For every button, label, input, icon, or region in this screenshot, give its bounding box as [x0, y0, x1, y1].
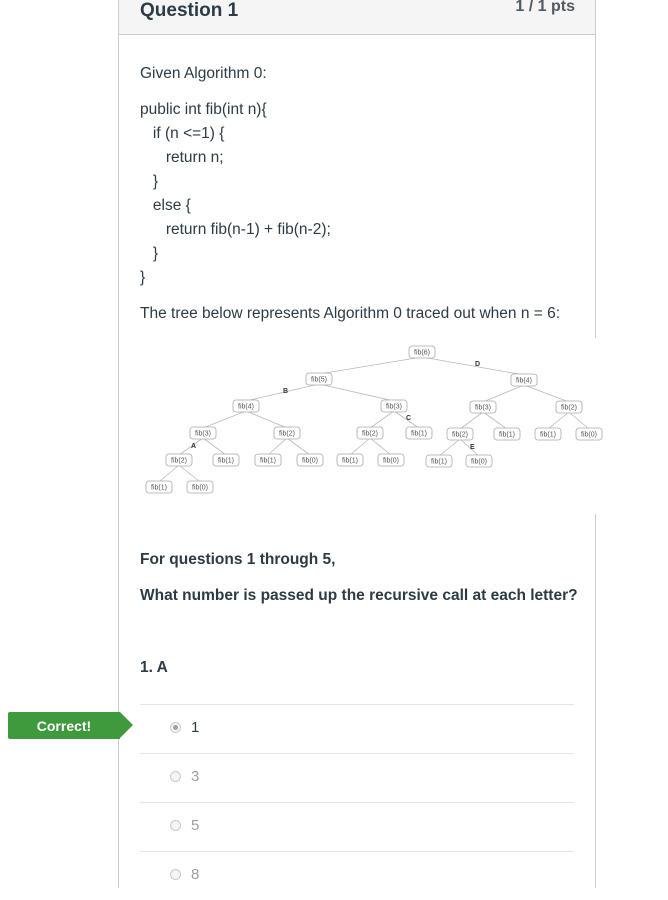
tree-node [494, 428, 520, 440]
code-line: } [140, 269, 146, 286]
tree-edge [548, 412, 569, 429]
tree-edge [268, 438, 287, 455]
tree-node [146, 481, 172, 493]
tree-node [166, 454, 192, 466]
svg-text:fib(5): fib(5) [311, 376, 327, 384]
question-title: Question 1 [140, 0, 239, 21]
tree-node [556, 401, 582, 413]
tree-edge [287, 438, 310, 455]
answer-label: 1 [191, 719, 200, 736]
answer-label: 3 [191, 768, 200, 785]
recursion-tree [140, 338, 610, 514]
tree-edge [246, 411, 287, 428]
sub-question-label: 1. A [140, 659, 168, 676]
radio-button[interactable] [170, 771, 181, 782]
code-line: else { [140, 197, 191, 214]
answer-label: 8 [191, 866, 200, 883]
tree-node [274, 427, 300, 439]
svg-text:fib(1): fib(1) [499, 431, 515, 439]
code-line: } [140, 173, 159, 190]
svg-text:fib(1): fib(1) [431, 458, 447, 466]
svg-text:fib(6): fib(6) [414, 349, 430, 357]
svg-text:fib(2): fib(2) [171, 457, 187, 465]
answer-list [140, 704, 574, 900]
code-line: public int fib(int n){ [140, 101, 267, 118]
tree-node [187, 481, 213, 493]
tree-letter-label: C [406, 415, 412, 422]
tree-node [511, 374, 537, 386]
question-header [119, 0, 595, 35]
answer-option[interactable] [140, 802, 574, 851]
code-line: return fib(n-1) + fib(n-2); [140, 221, 331, 238]
svg-text:fib(3): fib(3) [386, 403, 402, 411]
tree-node [426, 455, 452, 467]
correct-badge: Correct! [8, 712, 120, 739]
svg-text:fib(2): fib(2) [362, 430, 378, 438]
svg-text:fib(0): fib(0) [192, 484, 208, 492]
svg-text:fib(0): fib(0) [471, 458, 487, 466]
tree-node [535, 428, 561, 440]
tree-edge [203, 411, 246, 428]
svg-text:fib(1): fib(1) [151, 484, 167, 492]
tree-edge [460, 412, 483, 429]
answer-option[interactable] [140, 851, 574, 900]
tree-node [447, 428, 473, 440]
radio-button[interactable] [170, 820, 181, 831]
instructions-line-1: For questions 1 through 5, [140, 551, 336, 568]
svg-text:fib(4): fib(4) [516, 377, 532, 385]
svg-text:fib(4): fib(4) [238, 403, 254, 411]
tree-edge [569, 412, 589, 429]
question-points: 1 / 1 pts [515, 0, 575, 15]
svg-text:fib(1): fib(1) [411, 430, 427, 438]
tree-letter-label: B [283, 388, 289, 395]
svg-text:fib(0): fib(0) [302, 457, 318, 465]
tree-node [190, 427, 216, 439]
tree-edge [350, 438, 370, 455]
tree-node [213, 454, 239, 466]
tree-node [357, 427, 383, 439]
recursion-tree-figure [140, 338, 610, 514]
svg-text:fib(2): fib(2) [452, 431, 468, 439]
tree-node [470, 401, 496, 413]
svg-text:fib(2): fib(2) [279, 430, 295, 438]
tree-edge [159, 465, 179, 482]
tree-edge [439, 439, 460, 456]
answer-option[interactable] [140, 753, 574, 802]
tree-caption: The tree below represents Algorithm 0 traced out when n = 6: [140, 305, 561, 322]
svg-text:fib(0): fib(0) [383, 457, 399, 465]
radio-button[interactable] [170, 869, 181, 880]
tree-edge [422, 357, 524, 375]
tree-node [576, 428, 602, 440]
svg-text:fib(1): fib(1) [342, 457, 358, 465]
tree-node [297, 454, 323, 466]
tree-edge [319, 384, 394, 401]
svg-text:fib(1): fib(1) [540, 431, 556, 439]
code-line: if (n <=1) { [140, 125, 225, 142]
tree-node [378, 454, 404, 466]
tree-edge [319, 357, 422, 374]
tree-node [466, 455, 492, 467]
tree-node [233, 400, 259, 412]
instructions-line-2: What number is passed up the recursive call at each letter? [140, 587, 578, 604]
code-line: } [140, 245, 159, 262]
tree-node [337, 454, 363, 466]
svg-text:fib(3): fib(3) [195, 430, 211, 438]
tree-node [306, 373, 332, 385]
tree-letter-label: A [191, 443, 197, 450]
svg-text:fib(0): fib(0) [581, 431, 597, 439]
tree-edge [483, 385, 524, 402]
tree-letter-label: D [475, 361, 481, 368]
svg-text:fib(1): fib(1) [260, 457, 276, 465]
prompt-text: Given Algorithm 0: [140, 65, 267, 82]
svg-text:fib(1): fib(1) [218, 457, 234, 465]
tree-node [406, 427, 432, 439]
svg-text:fib(2): fib(2) [561, 404, 577, 412]
tree-edge [370, 411, 394, 428]
tree-node [255, 454, 281, 466]
tree-edge [483, 412, 507, 429]
tree-edge [524, 385, 569, 402]
tree-node [409, 346, 435, 358]
tree-letter-label: E [470, 444, 475, 451]
tree-node [381, 400, 407, 412]
radio-button[interactable] [170, 722, 181, 733]
answer-label: 5 [191, 817, 200, 834]
tree-edge [370, 438, 391, 455]
code-line: return n; [140, 149, 224, 166]
tree-edge [179, 465, 200, 482]
answer-option[interactable] [140, 704, 574, 753]
tree-edge [203, 438, 226, 455]
svg-text:fib(3): fib(3) [475, 404, 491, 412]
